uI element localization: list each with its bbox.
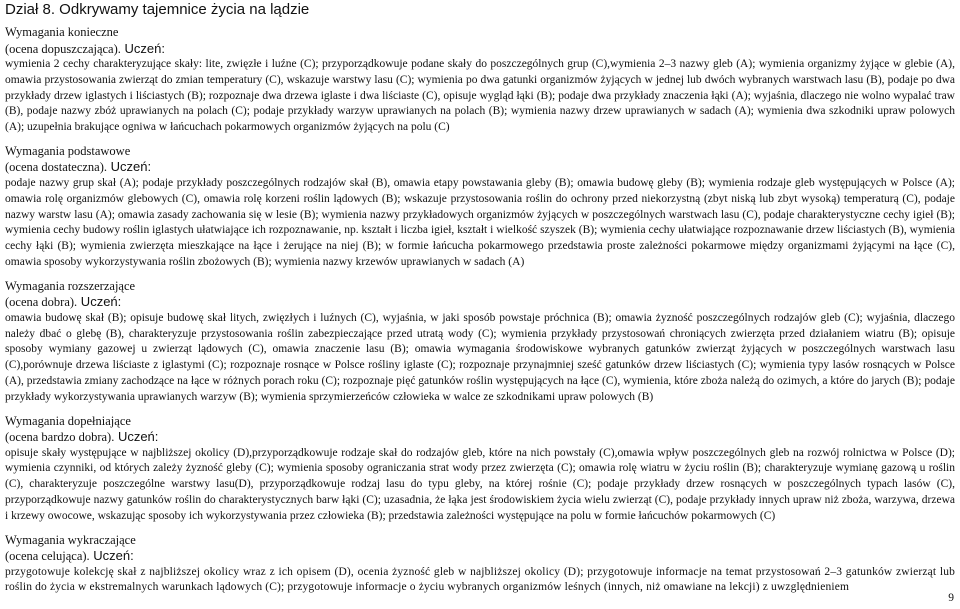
requirement-text: przygotowuje kolekcję skał z najbliższej okolicy wraz z ich opisem (D), ocenia żyzność gleb w najbliższej okolicy (D); przygotowuje informacje na temat przystosowań 2–3 gatunków zwierząt lub roślin do życia w ekstremalnych warunkach lądowych (C); przygotowuje informacje o życiu wybranych organizmów leśnych (innych, niż omawiane na lekcji) z uwzględnieniem	[5, 565, 955, 594]
student-label: Uczeń:	[77, 294, 122, 310]
student-label: Uczeń:	[107, 159, 152, 175]
student-label: Uczeń:	[120, 40, 165, 56]
grade-line	[5, 41, 955, 58]
requirement-level: Wymagania dopełniające	[5, 413, 131, 428]
grade-line	[5, 429, 955, 446]
grade-label: (ocena bardzo dobra).	[5, 430, 115, 445]
requirements-block-konieczne	[5, 25, 955, 136]
requirement-level: Wymagania wykraczające	[5, 532, 136, 547]
grade-line	[5, 294, 955, 311]
student-label: Uczeń:	[114, 429, 159, 445]
requirement-text: omawia budowę skał (B); opisuje budowę skał litych, zwięzłych i luźnych (C), wyjaśnia, w jaki sposób powstaje próchnica (B); omawia żyzność poszczególnych rodzajów gleb (C); wyjaśnia, dlaczego należy dbać o glebę (B), charakteryzuje przystosowania roślin zabezpieczające przed utratą wody (C); wymienia przykłady przystosowań chroniących zwierzęta przed działaniem wiatru (B); opisuje sposoby wymiany gazowej u zwierząt lądowych (C), omawia znaczenie lasu (B); omawia wymagania środowiskowe wybranych gatunków zwierząt żyjących w poszczególnych warstwach lasu (C),porównuje drzewa liściaste z iglastymi (C); rozpoznaje rosnące w Polsce rośliny iglaste (C); rozpoznaje przynajmniej sześć gatunków drzew liściastych (C); wymienia typy lasów rosnących w Polsce (A), przedstawia zmiany zachodzące na łące w różnych porach roku (C); rozpoznaje pięć gatunków roślin występujących na łące (C), wymienia, które zboża należą do ozimych, a które do jarych (B); podaje przykłady wykorzystywania uprawianych warzyw (B); wymienia sprzymierzeńców człowieka w walce ze szkodnikami upraw polowych (B)	[5, 311, 955, 403]
requirement-level: Wymagania podstawowe	[5, 143, 131, 158]
grade-label: (ocena dostateczna).	[5, 160, 108, 175]
requirement-level: Wymagania konieczne	[5, 25, 119, 39]
requirement-text: opisuje skały występujące w najbliższej okolicy (D),przyporządkowuje rodzaje skał do rodzajów gleb, które na nich powstały (C),omawia wpływ poszczególnych gleb na rozwój rolnictwa w Polsce (D); wymienia czynniki, od których zależy żyzność gleby (C); wymienia sposoby ograniczania strat wody przez zwierzęta (C); omawia rolę wiatru w życiu roślin (B); charakteryzuje wymianę gazową u roślin (C), charakteryzuje poszczególne warstwy lasu(D), przyporządkowuje rodzaj lasu do typu gleby, na której rośnie (C); podaje przykłady drzew rosnących w poszczególnych typach lasów (C), przyporządkowuje nazwy gatunków roślin do charakterystycznych barw łąki (C); uzasadnia, że łąka jest środowiskiem życia wielu zwierząt (C), podaje przykłady innych upraw niż zboża, warzywa, drzewa i krzewy owocowe, wskazując sposoby ich wykorzystywania przez człowieka (B); przedstawia zależności występujące na polu w formie łańcuchów pokarmowych (C)	[5, 446, 955, 522]
page-number: 9	[948, 592, 954, 604]
section-title: Dział 8. Odkrywamy tajemnice życia na lądzie	[5, 1, 310, 18]
requirement-text: wymienia 2 cechy charakteryzujące skały: lite, zwięzłe i luźne (C); przyporządkowuje podane skały do poszczególnych grup (C),wymienia 2–3 nazwy gleb (A); wymienia organizmy żyjące w glebie (A), omawia przystosowania zwierząt do zmian temperatury (C), wskazuje warstwy lasu (C); wymienia po dwa gatunki organizmów żyjących w jednej lub dwóch wybranych warstwach lasu (B), podaje po dwa przykłady drzew iglastych i liściastych (B); rozpoznaje dwa drzewa iglaste i dwa liściaste (C), opisuje wygląd łąki (B); podaje dwa przykłady znaczenia łąki (A); wyjaśnia, dlaczego nie wolno wypalać traw (B), podaje nazwy zbóż uprawianych na polach (C); podaje przykłady warzyw uprawianych na polach (B); wymienia nazwy drzew uprawianych w sadach (A); wymienia dwa szkodniki upraw polowych (A); uzupełnia brakujące ogniwa w łańcuchach pokarmowych organizmów żyjących na polu (C)	[5, 58, 955, 134]
requirement-level: Wymagania rozszerzające	[5, 278, 136, 293]
requirements-block-rozszerzajace	[5, 279, 955, 406]
grade-label: (ocena dobra).	[5, 295, 78, 310]
requirements-block-podstawowe	[5, 144, 955, 271]
document-page	[5, 0, 955, 604]
requirement-text: podaje nazwy grup skał (A); podaje przykłady poszczególnych rodzajów skał (B), omawia etapy powstawania gleby (B); omawia budowę gleby (B); wymienia rodzaje gleb występujących w Polsce (A); omawia rolę organizmów glebowych (C), omawia rolę korzeni roślin lądowych (B); wskazuje przystosowania roślin do ochrony przed niekorzystną (zbyt niską lub zbyt wysoką) temperaturą (C), podaje nazwy warstw lasu (A); omawia zasady zachowania się w lesie (B); wymienia nazwy przykładowych organizmów żyjących w poszczególnych warstwach lasu (C), podaje charakterystyczne cechy igieł (B); wymienia cechy budowy roślin iglastych ułatwiające ich rozpoznawanie, np. kształt i liczba igieł, kształt i wielkość szyszek (B); wymienia cechy ułatwiające rozpoznawanie drzew liściastych (B), wymienia cechy łąki (B); wymienia zwierzęta mieszkające na łące i żerujące na niej (B); w formie łańcucha pokarmowego przedstawia proste zależności pokarmowe między organizmami żyjącymi na łące (C), omawia sposoby wykorzystywania roślin zbożowych (B); wymienia nazwy krzewów uprawianych w sadach (A)	[5, 176, 955, 268]
grade-label: (ocena dopuszczająca).	[5, 41, 121, 56]
student-label: Uczeń:	[89, 548, 134, 564]
requirements-block-wykraczajace	[5, 533, 955, 597]
grade-line	[5, 548, 955, 565]
grade-label: (ocena celująca).	[5, 549, 90, 564]
grade-line	[5, 159, 955, 176]
requirements-block-dopelniajace	[5, 414, 955, 525]
